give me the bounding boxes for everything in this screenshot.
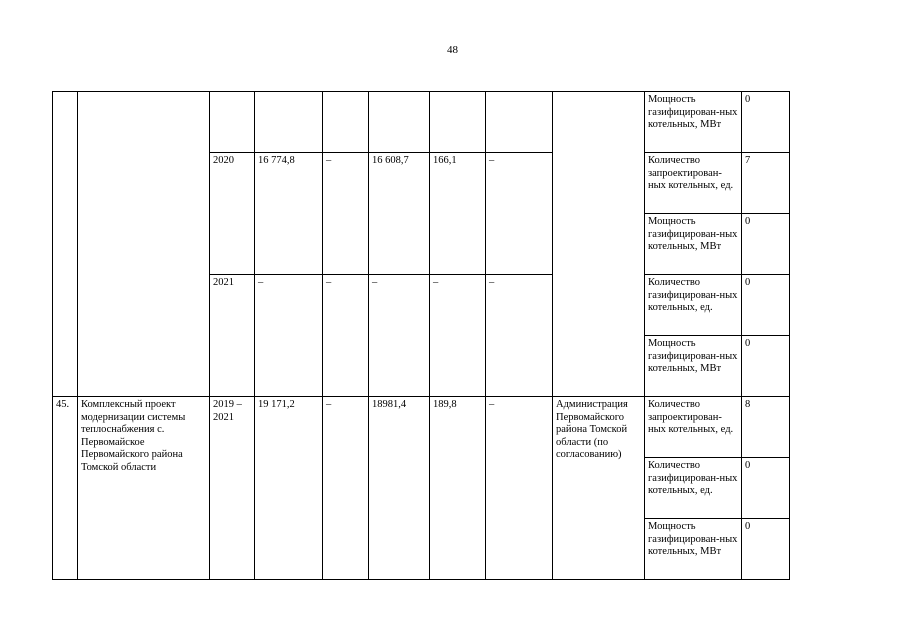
value-cell: 7 — [742, 153, 790, 214]
indicator-cell: Количество запроектирован-ных котельных, ед. — [645, 153, 742, 214]
indicator-cell: Мощность газифицирован-ных котельных, МВт — [645, 519, 742, 580]
local-cell: – — [430, 275, 486, 397]
year-cell: 2020 — [210, 153, 255, 275]
regional-cell — [369, 92, 430, 153]
year-cell: 2019 – 2021 — [210, 397, 255, 580]
page-number: 48 — [447, 44, 458, 56]
table-row — [53, 397, 790, 458]
value-cell: 0 — [742, 275, 790, 336]
value-cell: 8 — [742, 397, 790, 458]
local-cell: 189,8 — [430, 397, 486, 580]
number-cell: 45. — [53, 397, 78, 580]
regional-cell: 18981,4 — [369, 397, 430, 580]
executor-cell: Администрация Первомайского района Томской области (по согласованию) — [553, 397, 645, 580]
table-row — [53, 92, 790, 153]
program-table — [52, 91, 790, 580]
value-cell: 0 — [742, 336, 790, 397]
year-cell — [210, 92, 255, 153]
federal-cell: – — [323, 153, 369, 275]
total-cell: 16 774,8 — [255, 153, 323, 275]
regional-cell: – — [369, 275, 430, 397]
local-cell: 166,1 — [430, 153, 486, 275]
extra-cell: – — [486, 397, 553, 580]
extra-cell: – — [486, 153, 553, 275]
regional-cell: 16 608,7 — [369, 153, 430, 275]
executor-cell — [553, 92, 645, 397]
value-cell: 0 — [742, 519, 790, 580]
value-cell: 0 — [742, 92, 790, 153]
extra-cell — [486, 92, 553, 153]
value-cell: 0 — [742, 214, 790, 275]
number-cell — [53, 92, 78, 397]
name-cell — [78, 92, 210, 397]
indicator-cell: Количество газифицирован-ных котельных, ед. — [645, 275, 742, 336]
federal-cell: – — [323, 275, 369, 397]
federal-cell: – — [323, 397, 369, 580]
indicator-cell: Количество запроектирован-ных котельных, ед. — [645, 397, 742, 458]
total-cell — [255, 92, 323, 153]
indicator-cell: Мощность газифицирован-ных котельных, МВт — [645, 214, 742, 275]
indicator-cell: Мощность газифицирован-ных котельных, МВт — [645, 336, 742, 397]
total-cell: 19 171,2 — [255, 397, 323, 580]
total-cell: – — [255, 275, 323, 397]
indicator-cell: Количество газифицирован-ных котельных, ед. — [645, 458, 742, 519]
extra-cell: – — [486, 275, 553, 397]
value-cell: 0 — [742, 458, 790, 519]
federal-cell — [323, 92, 369, 153]
local-cell — [430, 92, 486, 153]
name-cell: Комплексный проект модернизации системы теплоснабжения с. Первомайское Первомайского района Томской области — [78, 397, 210, 580]
year-cell: 2021 — [210, 275, 255, 397]
indicator-cell: Мощность газифицирован-ных котельных, МВт — [645, 92, 742, 153]
